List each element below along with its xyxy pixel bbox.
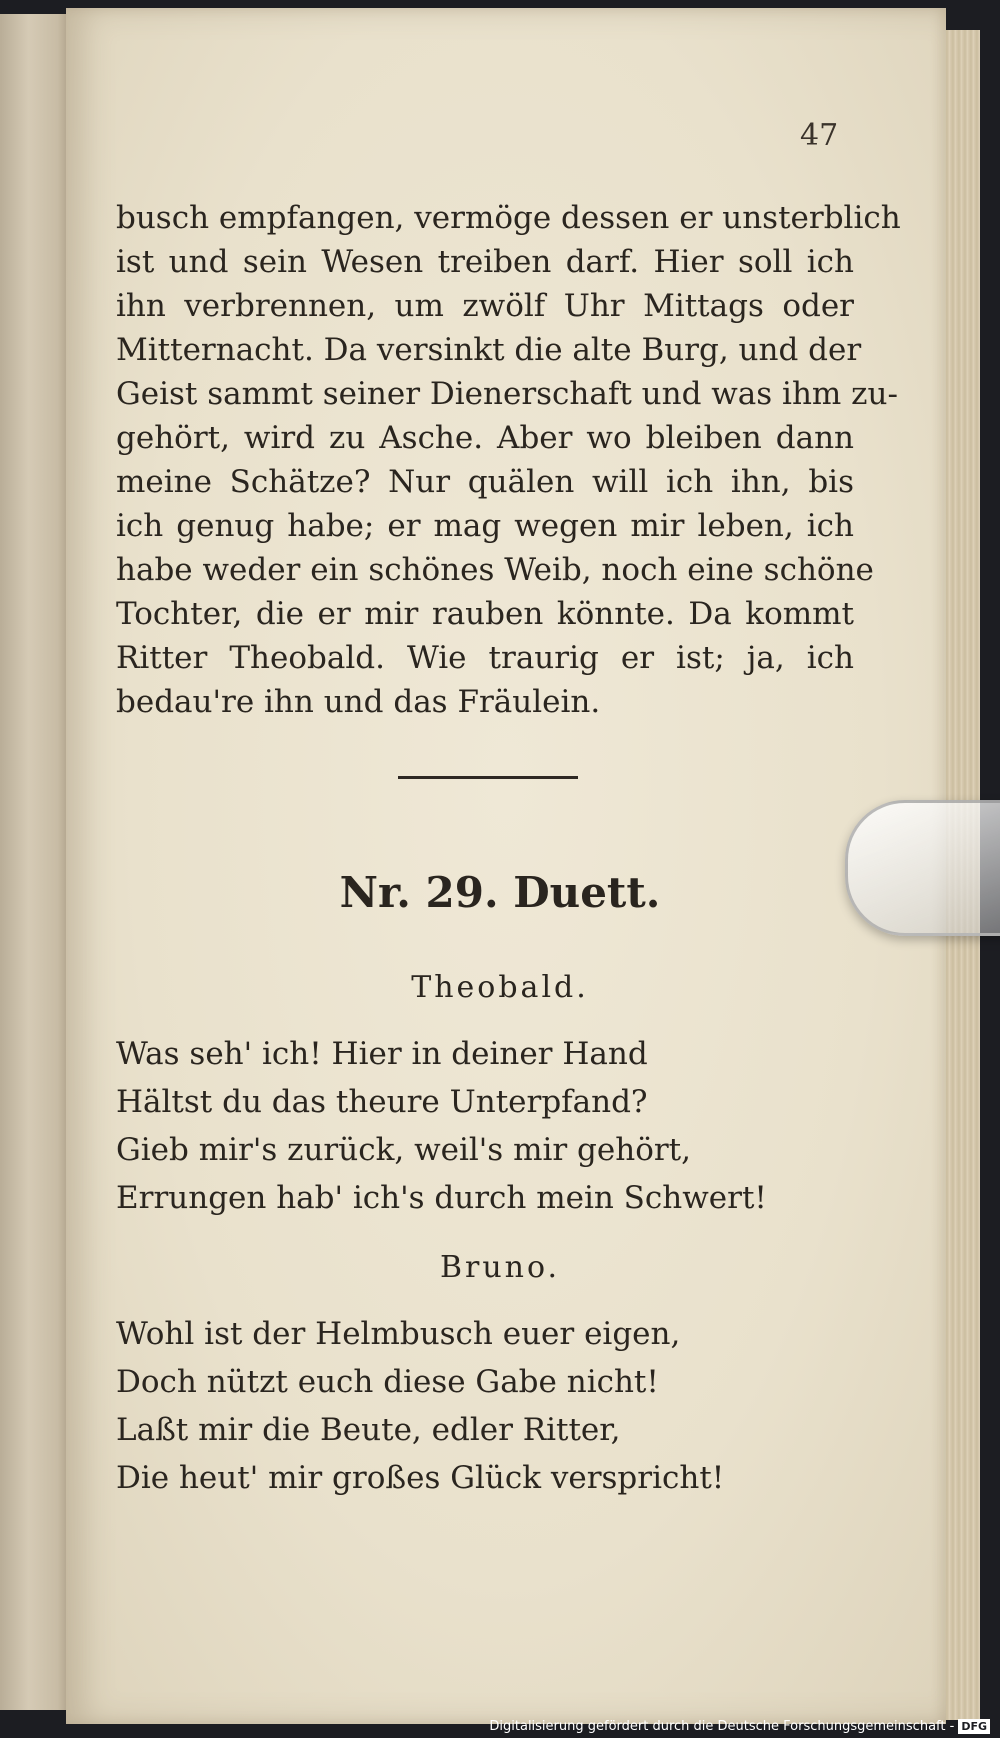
footer-credit: [489, 1719, 990, 1734]
verse-line: Die heut' mir großes Glück verspricht!: [116, 1460, 725, 1496]
verse-line: Doch nützt euch diese Gabe nicht!: [116, 1364, 659, 1400]
dfg-logo: DFG: [958, 1719, 990, 1734]
prose-line: ich genug habe; er mag wegen mir leben, ich: [116, 508, 854, 544]
prose-block: [116, 196, 901, 724]
verse-line: Gieb mir's zurück, weil's mir gehört,: [116, 1132, 691, 1168]
verse-line: Hältst du das theure Unterpfand?: [116, 1084, 648, 1120]
prose-line: Geist sammt seiner Dienerschaft und was ihm zu-: [116, 376, 898, 412]
prose-line: habe weder ein schönes Weib, noch eine schöne: [116, 552, 874, 588]
section-divider: [398, 776, 578, 779]
page-number: 47: [800, 118, 839, 153]
verse-line: Was seh' ich! Hier in deiner Hand: [116, 1036, 648, 1072]
prose-line: busch empfangen, vermöge dessen er unsterblich: [116, 200, 901, 236]
footer-text: Digitalisierung gefördert durch die Deutsche Forschungsgemeinschaft -: [489, 1719, 955, 1734]
prose-line: gehört, wird zu Asche. Aber wo bleiben dann: [116, 420, 854, 456]
prose-line: meine Schätze? Nur quälen will ich ihn, bis: [116, 464, 854, 500]
magnifier-clip: [845, 800, 1000, 936]
prose-line: Tochter, die er mir rauben könnte. Da kommt: [116, 596, 854, 632]
prose-line: Mitternacht. Da versinkt die alte Burg, und der: [116, 332, 862, 368]
speaker-name: Bruno.: [439, 1250, 561, 1285]
verse-line: Laßt mir die Beute, edler Ritter,: [116, 1412, 621, 1448]
prose-line: bedau're ihn und das Fräulein.: [116, 684, 601, 720]
verse-block: [116, 1310, 856, 1502]
prose-line: Ritter Theobald. Wie traurig er ist; ja, ich: [116, 640, 854, 676]
verse-line: Wohl ist der Helmbusch euer eigen,: [116, 1316, 681, 1352]
speaker-name: Theobald.: [411, 970, 589, 1005]
left-page-edge: [0, 14, 72, 1710]
prose-line: ihn verbrennen, um zwölf Uhr Mittags oder: [116, 288, 854, 324]
verse-block: [116, 1030, 856, 1222]
prose-line: ist und sein Wesen treiben darf. Hier soll ich: [116, 244, 854, 280]
verse-line: Errungen hab' ich's durch mein Schwert!: [116, 1180, 767, 1216]
section-heading: Nr. 29. Duett.: [339, 868, 661, 917]
